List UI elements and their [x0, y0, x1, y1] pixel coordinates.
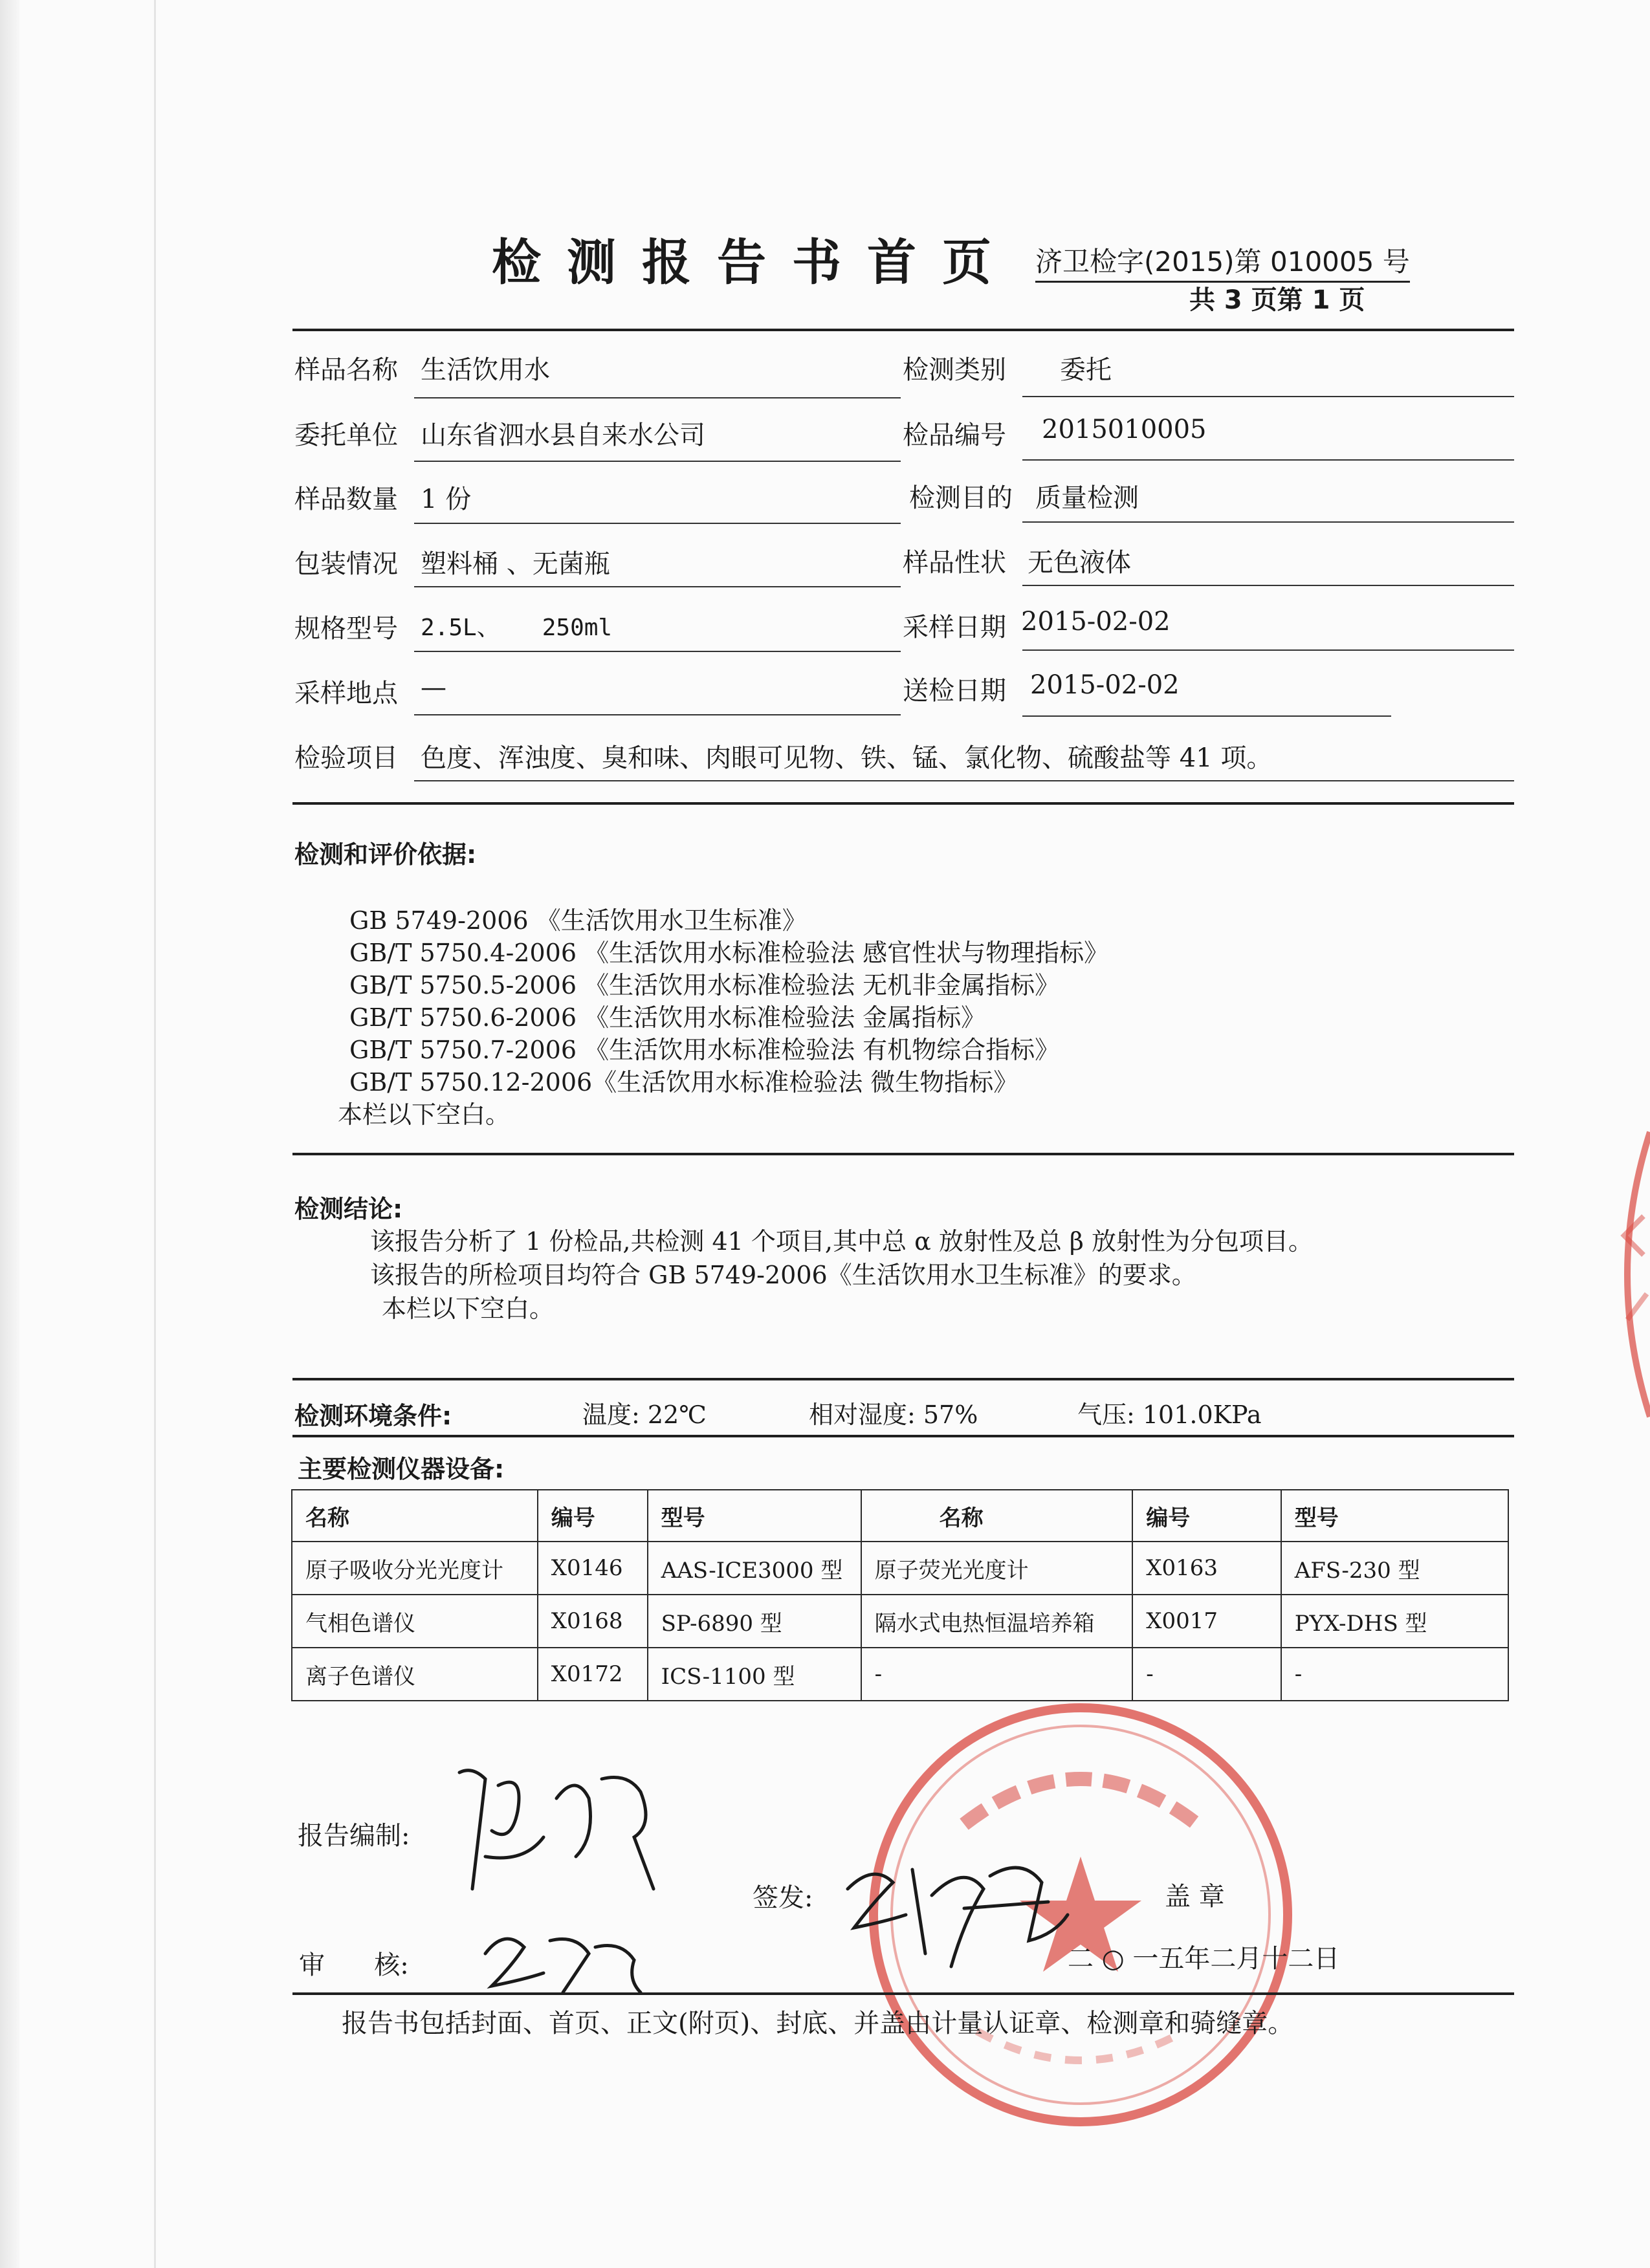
pressure: 气压: 101.0KPa — [1077, 1401, 1262, 1429]
col-header: 编号 — [538, 1490, 648, 1542]
col-header: 型号 — [1281, 1490, 1508, 1542]
section-rule — [292, 1153, 1514, 1155]
table-cell: 气相色谱仪 — [292, 1595, 538, 1648]
underline — [1022, 585, 1514, 586]
spec-label: 规格型号 — [294, 614, 398, 644]
submit-date-value: 2015-02-02 — [1030, 670, 1180, 700]
reviewer-signature — [479, 1915, 647, 1999]
table-header-row — [292, 1490, 1508, 1542]
section-rule — [292, 1378, 1514, 1380]
sample-name-label: 样品名称 — [294, 355, 398, 385]
underline — [1022, 396, 1514, 397]
page-count: 共 3 页第 1 页 — [1189, 285, 1365, 315]
items-label: 检验项目 — [294, 743, 398, 773]
package-label: 包装情况 — [294, 549, 398, 579]
property-value: 无色液体 — [1028, 548, 1131, 578]
edge-seal — [1598, 1126, 1650, 1423]
underline — [1022, 459, 1514, 461]
client-value: 山东省泗水县自来水公司 — [421, 420, 705, 450]
basis-line: GB 5749-2006 《生活饮用水卫生标准》 — [349, 906, 807, 935]
sample-no-value: 2015010005 — [1042, 415, 1207, 444]
quantity-value: 1 份 — [421, 485, 472, 514]
sampling-date-label: 采样日期 — [903, 613, 1006, 642]
property-label: 样品性状 — [903, 548, 1006, 578]
underline — [414, 586, 901, 587]
page-title: 检测报告书首页 — [492, 234, 1017, 291]
basis-heading: 检测和评价依据: — [294, 840, 477, 869]
category-label: 检测类别 — [903, 355, 1006, 385]
table-cell: 隔水式电热恒温培养箱 — [861, 1595, 1133, 1648]
col-header: 名称 — [292, 1490, 538, 1542]
conclusion-line-2: 该报告的所检项目均符合 GB 5749-2006《生活饮用水卫生标准》的要求。 — [370, 1261, 1196, 1289]
underline — [414, 714, 901, 715]
table-cell: PYX-DHS 型 — [1281, 1595, 1508, 1648]
underline — [414, 397, 901, 398]
sign-date: 二 ○ 一五年二月十二日 — [1068, 1944, 1340, 1974]
table-cell: AAS-ICE3000 型 — [648, 1542, 861, 1595]
underline — [414, 780, 1514, 781]
location-value: — — [421, 673, 446, 703]
purpose-value: 质量检测 — [1035, 483, 1139, 513]
table-cell: X0163 — [1132, 1542, 1281, 1595]
underline — [1022, 715, 1391, 717]
basis-blank-note: 本栏以下空白。 — [338, 1100, 511, 1129]
table-row — [292, 1595, 1508, 1648]
section-rule — [292, 1435, 1514, 1437]
humidity: 相对湿度: 57% — [809, 1401, 978, 1429]
table-row — [292, 1648, 1508, 1701]
col-header: 型号 — [648, 1490, 861, 1542]
table-cell: - — [1281, 1648, 1508, 1701]
sample-no-label: 检品编号 — [903, 420, 1006, 450]
underline — [414, 523, 901, 524]
table-cell: X0146 — [538, 1542, 648, 1595]
submit-date-label: 送检日期 — [903, 676, 1006, 706]
items-value: 色度、浑浊度、臭和味、肉眼可见物、铁、锰、氯化物、硫酸盐等 41 项。 — [421, 743, 1273, 773]
conclusion-blank-note: 本栏以下空白。 — [382, 1294, 555, 1323]
table-cell: 原子荧光光度计 — [861, 1542, 1133, 1595]
sample-name-value: 生活饮用水 — [421, 355, 550, 385]
client-label: 委托单位 — [294, 420, 398, 450]
basis-line: GB/T 5750.4-2006 《生活饮用水标准检验法 感官性状与物理指标》 — [349, 939, 1109, 967]
basis-line: GB/T 5750.7-2006 《生活饮用水标准检验法 有机物综合指标》 — [349, 1036, 1060, 1064]
table-cell: AFS-230 型 — [1281, 1542, 1508, 1595]
spec-value: 2.5L、 250ml — [421, 615, 613, 641]
equipment-table — [291, 1489, 1509, 1701]
table-cell: SP-6890 型 — [648, 1595, 861, 1648]
quantity-label: 样品数量 — [294, 485, 398, 514]
temperature: 温度: 22℃ — [582, 1401, 707, 1429]
table-cell: 离子色谱仪 — [292, 1648, 538, 1701]
table-cell: - — [861, 1648, 1133, 1701]
sampling-date-value: 2015-02-02 — [1021, 607, 1171, 637]
underline — [1022, 649, 1514, 651]
table-cell: 原子吸收分光光度计 — [292, 1542, 538, 1595]
table-cell: X0017 — [1132, 1595, 1281, 1648]
equipment-heading: 主要检测仪器设备: — [298, 1455, 505, 1483]
underline — [414, 651, 901, 652]
header-rule — [292, 329, 1514, 331]
binding-edge — [0, 0, 19, 2268]
category-value: 委托 — [1060, 355, 1112, 385]
section-rule — [292, 802, 1514, 805]
package-value: 塑料桶 、无菌瓶 — [421, 549, 610, 579]
conclusion-heading: 检测结论: — [294, 1195, 403, 1223]
underline — [414, 461, 901, 462]
table-cell: ICS-1100 型 — [648, 1648, 861, 1701]
compiler-label: 报告编制: — [298, 1821, 410, 1851]
environment-heading: 检测环境条件: — [294, 1402, 452, 1430]
compiler-signature — [446, 1760, 679, 1902]
basis-line: GB/T 5750.6-2006 《生活饮用水标准检验法 金属指标》 — [349, 1003, 986, 1032]
table-row — [292, 1542, 1508, 1595]
col-header: 编号 — [1132, 1490, 1281, 1542]
basis-line: GB/T 5750.5-2006 《生活饮用水标准检验法 无机非金属指标》 — [349, 971, 1060, 999]
issuer-signature — [835, 1837, 1081, 1973]
underline — [1022, 521, 1514, 523]
report-number: 济卫检字(2015)第 010005 号 — [1035, 241, 1410, 283]
issuer-label: 签发: — [753, 1883, 813, 1913]
seal-label: 盖 章 — [1165, 1882, 1225, 1912]
basis-line: GB/T 5750.12-2006《生活饮用水标准检验法 微生物指标》 — [349, 1068, 1018, 1096]
conclusion-line-1: 该报告分析了 1 份检品,共检测 41 个项目,其中总 α 放射性及总 β 放射性为分包项目。 — [370, 1227, 1313, 1256]
footer-note: 报告书包括封面、首页、正文(附页)、封底、并盖由计量认证章、检测章和骑缝章。 — [342, 2009, 1294, 2038]
table-cell: - — [1132, 1648, 1281, 1701]
footer-rule — [292, 1992, 1514, 1995]
fold-line — [154, 0, 156, 2268]
location-label: 采样地点 — [294, 679, 398, 708]
purpose-label: 检测目的 — [909, 483, 1013, 513]
table-cell: X0172 — [538, 1648, 648, 1701]
reviewer-label: 审 核: — [299, 1950, 409, 1980]
table-cell: X0168 — [538, 1595, 648, 1648]
col-header: 名称 — [861, 1490, 1133, 1542]
